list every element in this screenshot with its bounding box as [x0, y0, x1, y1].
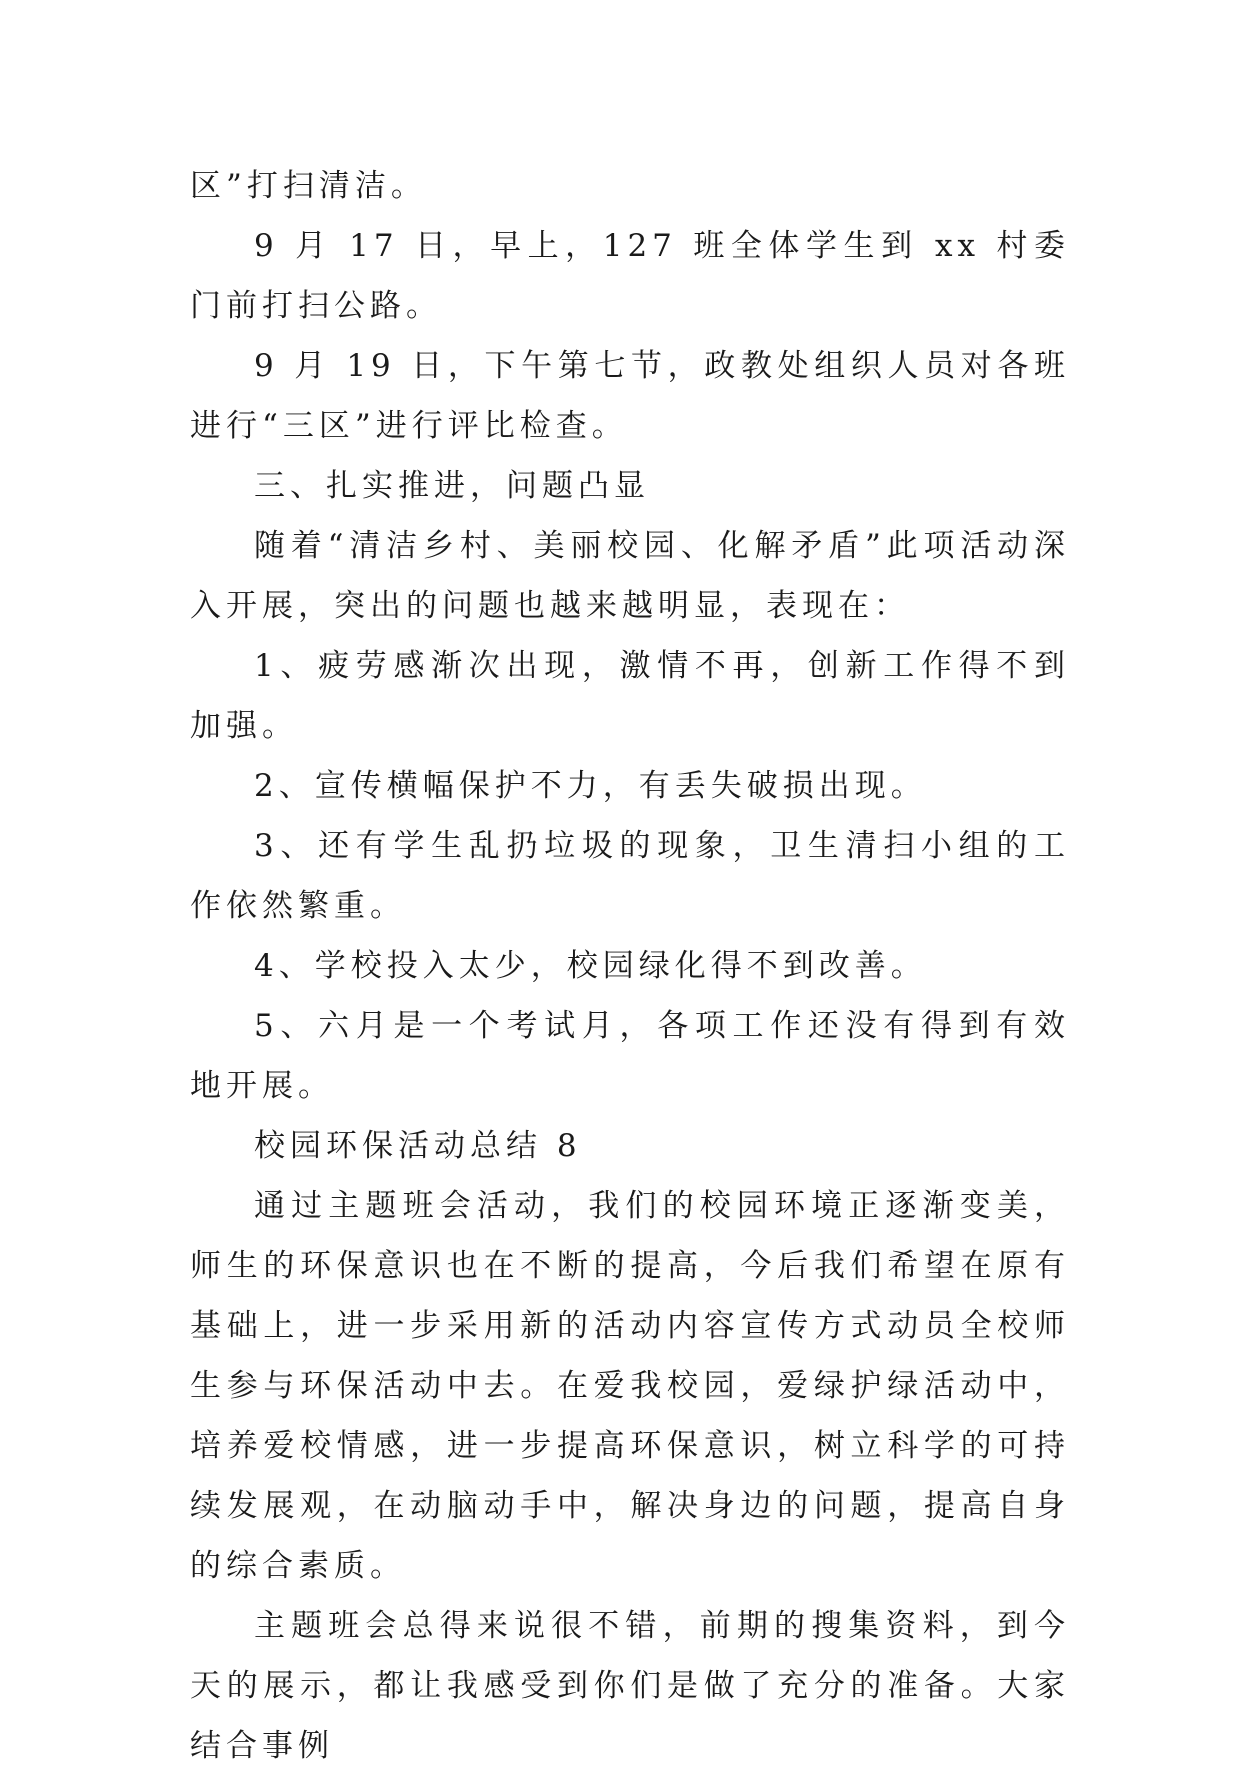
paragraph-sept-17: 9 月 17 日，早上，127 班全体学生到 xx 村委门前打扫公路。 [190, 228, 1070, 324]
list-item-3: 3、还有学生乱扔垃圾的现象，卫生清扫小组的工作依然繁重。 [190, 828, 1070, 924]
list-item-5: 5、六月是一个考试月，各项工作还没有得到有效地开展。 [190, 1008, 1070, 1104]
paragraph-continuation: 区”打扫清洁。 [190, 168, 427, 204]
section-title-summary-8: 校园环保活动总结 8 [254, 1128, 582, 1164]
paragraph-sept-19: 9 月 19 日，下午第七节，政教处组织人员对各班进行“三区”进行评比检查。 [190, 348, 1070, 444]
paragraph-problems-intro: 随着“清洁乡村、美丽校园、化解矛盾”此项活动深入开展，突出的问题也越来越明显，表现在： [190, 528, 1070, 624]
list-item-4: 4、学校投入太少，校园绿化得不到改善。 [254, 948, 927, 984]
paragraph-summary-body: 通过主题班会活动，我们的校园环境正逐渐变美，师生的环保意识也在不断的提高，今后我们希望在原有基础上，进一步采用新的活动内容宣传方式动员全校师生参与环保活动中去。在爱我校园，爱绿护绿活动中，培养爱校情感，进一步提高环保意识，树立科学的可持续发展观，在动脑动手中，解决身边的问题，提高自身的综合素质。 [190, 1188, 1070, 1584]
section-heading-3: 三、扎实推进，问题凸显 [254, 468, 650, 504]
list-item-2: 2、宣传横幅保护不力，有丢失破损出现。 [254, 768, 927, 804]
list-item-1: 1、疲劳感渐次出现，激情不再，创新工作得不到加强。 [190, 648, 1070, 744]
document-body [190, 156, 1070, 1776]
paragraph-class-meeting: 主题班会总得来说很不错，前期的搜集资料，到今天的展示，都让我感受到你们是做了充分的准备。大家结合事例 [190, 1608, 1070, 1764]
